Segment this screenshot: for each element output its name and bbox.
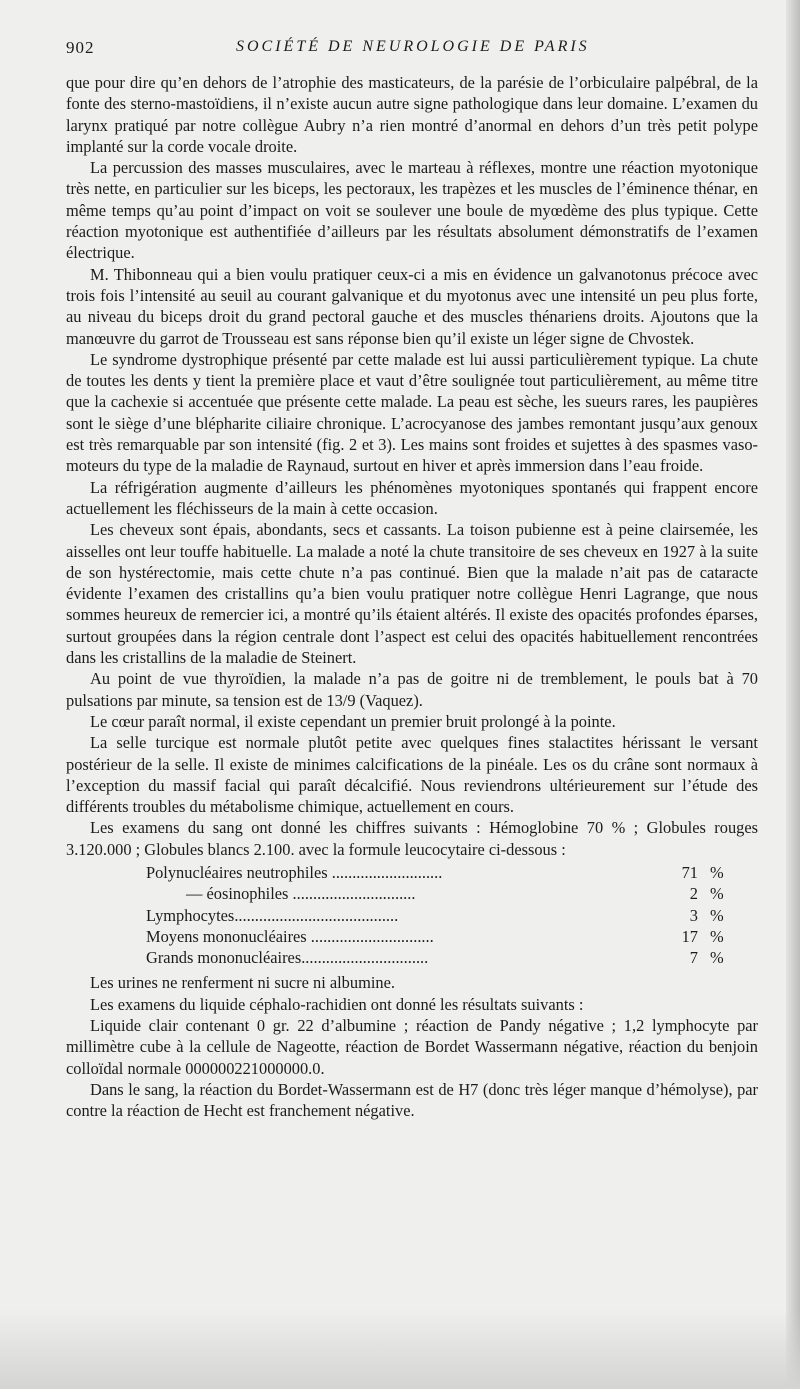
formula-value: 17 [681,926,698,946]
paragraph: Les examens du sang ont donné les chiffres suivants : Hémoglobine 70 % ; Globules rouges 3.120.000 ; Globules blancs 2.100. avec la formule leucocytaire ci-dessous : [66,818,758,859]
formula-label: Lymphocytes........................................ [146,905,399,925]
paragraph: Les examens du liquide céphalo-rachidien ont donné les résultats suivants : [90,994,584,1014]
table-row [146,905,740,926]
formula-unit: % [710,926,724,946]
table-row [146,947,740,968]
formula-value: 2 [689,884,698,904]
formula-label: Moyens mononucléaires .............................. [146,926,434,946]
running-title: SOCIÉTÉ DE NEUROLOGIE DE PARIS [236,38,590,55]
paragraph: La réfrigération augmente d’ailleurs les phénomènes myotoniques spontanés qui frappent encore actuellement les fléchisseurs de la main à cette occasion. [66,477,758,518]
paragraph: Le cœur paraît normal, il existe cependant un premier bruit prolongé à la pointe. [90,711,616,731]
formula-unit: % [710,948,724,968]
formula-unit: % [710,884,724,904]
body-text [66,72,758,1122]
formula-unit: % [710,905,724,925]
paragraph: La percussion des masses musculaires, avec le marteau à réflexes, montre une réaction myotonique très nette, en particulier sur les biceps, les pectoraux, les trapèzes et les muscles de l’éminence thénar, en même temps qu’au point d’impact on voit se soulever une boule de myœdème des plus typique. Cette réaction myotonique est authentifiée d’ailleurs par les résultats absolument démonstratifs de l’examen électrique. [66,158,758,263]
page-header [66,38,756,60]
paragraph: Dans le sang, la réaction du Bordet-Wassermann est de H7 (donc très léger manque d’hémolyse), par contre la réaction de Hecht est franchement négative. [66,1079,758,1121]
formula-unit: % [710,862,724,882]
formula-label: Polynucléaires neutrophiles ........................... [146,862,443,882]
paragraph: La selle turcique est normale plutôt petite avec quelques fines stalactites hérissant le versant postérieur de la selle. Il existe de minimes calcifications de la pinéale. Les os du crâne sont normaux à l’exception du massif facial qui paraît décalcifié. Nous reviendrons ultérieurement sur l’étude des différents troubles du métabolisme chimique, actuellement en cours. [66,733,758,817]
table-row [146,926,740,947]
paragraph: Liquide clair contenant 0 gr. 22 d’albumine ; réaction de Pandy négative ; 1,2 lymphocyte par millimètre cube à la cellule de Nageotte, réaction de Bordet Wassermann négative, réaction du benjoin colloïdal normale 000000221000000.0. [66,1016,758,1078]
page-edge-shadow [786,0,800,1389]
paragraph: M. Thibonneau qui a bien voulu pratiquer ceux-ci a mis en évidence un galvanotonus précoce avec trois fois l’intensité au seuil au courant galvanique et du myotonus avec une intensité un peu plus forte, au niveau du biceps droit du grand pectoral gauche et des muscles thénariens droits. Ajoutons que la manœuvre du garrot de Trousseau est sans réponse bien qu’il existe un léger signe de Chvostek. [66,264,758,348]
formula-value: 7 [689,948,698,968]
page-number: 902 [66,38,95,57]
paragraph: que pour dire qu’en dehors de l’atrophie des masticateurs, de la parésie de l’orbiculaire palpébral, de la fonte des sterno-mastoïdiens, il n’existe aucun autre signe pathologique dans leur domaine. L’examen du larynx pratiqué par notre collègue Aubry n’a rien montré d’anormal en dehors d’un très petit polype implanté sur la corde vocale droite. [66,73,758,156]
table-row [146,883,740,904]
paragraph: Au point de vue thyroïdien, la malade n’a pas de goitre ni de tremblement, le pouls bat à 70 pulsations par minute, sa tension est de 13/9 (Vaquez). [66,669,758,710]
formula-value: 71 [681,862,698,882]
page-bottom-shadow [0,1309,800,1389]
formula-label: — éosinophiles .............................. [186,884,416,904]
table-row [146,862,740,883]
formula-label: Grands mononucléaires............................... [146,948,429,968]
paragraph: Les cheveux sont épais, abondants, secs et cassants. La toison pubienne est à peine clairsemée, les aisselles ont leur touffe habituelle. La malade a noté la chute transitoire de ses cheveux en 1927 à la suite de son hystérectomie, mais cette chute n’a pas continué. Bien que la malade n’ait pas de cataracte évidente l’examen des cristallins qu’a bien voulu pratiquer notre collègue Henri Lagrange, que nous sommes heureux de remercier ici, a montré qu’ils étaient altérés. Il existe des opacités profondes éparses, surtout groupées dans la région centrale dont l’aspect est celui des opacités habituellement rencontrées dans les cristallins de la maladie de Steinert. [66,520,758,668]
paragraph: Les urines ne renferment ni sucre ni albumine. [90,973,395,993]
paragraph: Le syndrome dystrophique présenté par cette malade est lui aussi particulièrement typique. La chute de toutes les dents y tient la première place et vaut d’être soulignée tout particulièrement, au même titre que la cachexie si accentuée que présente cette malade. La peau est sèche, les sueurs rares, les paupières sont le siège d’une blépharite ciliaire chronique. L’acrocyanose des jambes remontant jusqu’aux genoux est très remarquable par son intensité (fig. 2 et 3). Les mains sont froides et sujettes à des spasmes vaso-moteurs du type de la maladie de Raynaud, surtout en hiver et après immersion dans l’eau froide. [66,349,758,476]
leukocyte-formula-table [146,862,740,968]
formula-value: 3 [689,905,698,925]
